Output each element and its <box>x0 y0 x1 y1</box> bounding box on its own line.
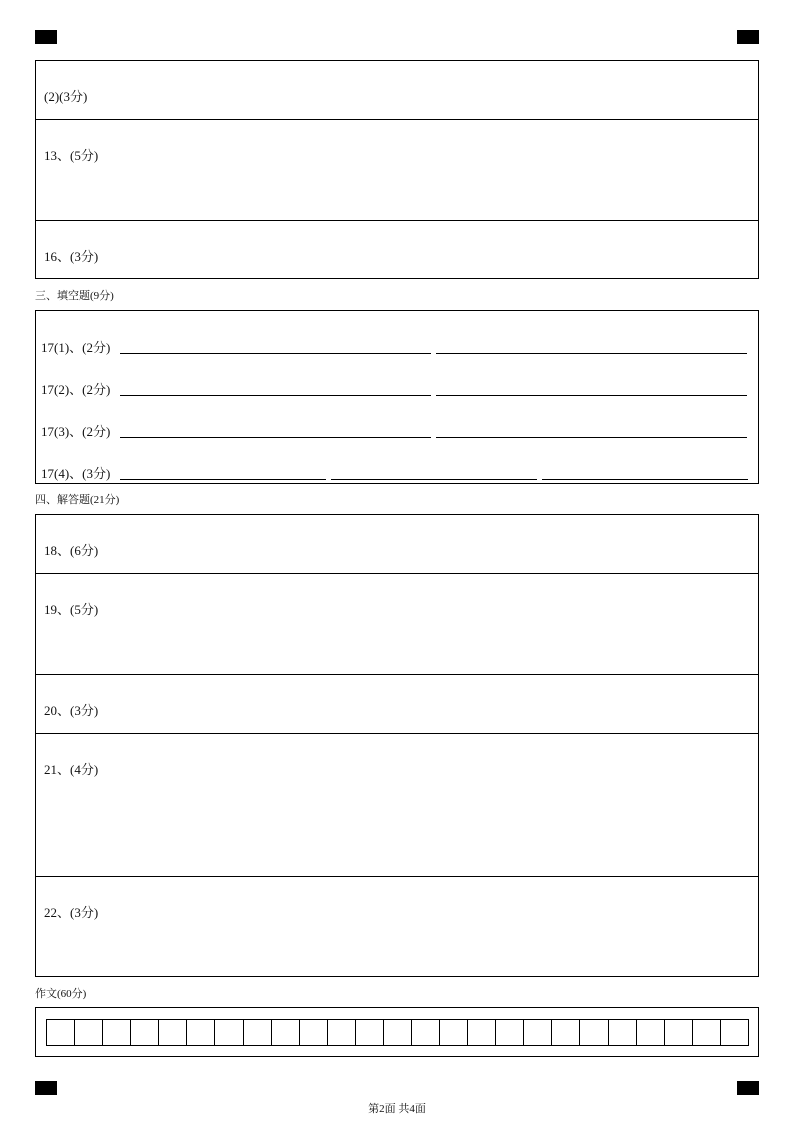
essay-block <box>35 1007 759 1057</box>
question-label: 21、(4分) <box>44 762 99 777</box>
essay-grid-cell[interactable] <box>328 1020 356 1045</box>
answer-line[interactable] <box>436 437 747 438</box>
corner-mark-top-left <box>35 30 57 44</box>
answer-line[interactable] <box>436 353 747 354</box>
answer-line[interactable] <box>120 395 431 396</box>
essay-grid-cell[interactable] <box>665 1020 693 1045</box>
corner-mark-bottom-right <box>737 1081 759 1095</box>
answer-line[interactable] <box>120 479 326 480</box>
question-label: 17(1)、(2分) <box>41 340 111 355</box>
fill-row-17-2 <box>36 377 758 397</box>
section-title-answer: 四、解答题(21分) <box>35 494 120 506</box>
question-label: 18、(6分) <box>44 543 99 558</box>
page-number: 第2面 共4面 <box>368 1103 426 1115</box>
answer-area-18[interactable] <box>36 515 758 573</box>
essay-grid-cell[interactable] <box>356 1020 384 1045</box>
essay-grid-cell[interactable] <box>609 1020 637 1045</box>
question-label: 22、(3分) <box>44 905 99 920</box>
essay-grid-cell[interactable] <box>440 1020 468 1045</box>
fill-in-block <box>35 310 759 484</box>
question-label: (2)(3分) <box>44 89 88 104</box>
fill-row-17-3 <box>36 419 758 439</box>
question-label: 17(4)、(3分) <box>41 466 111 481</box>
corner-mark-bottom-left <box>35 1081 57 1095</box>
essay-grid-cell[interactable] <box>215 1020 243 1045</box>
essay-grid-cell[interactable] <box>272 1020 300 1045</box>
corner-mark-top-right <box>737 30 759 44</box>
essay-grid-cell[interactable] <box>580 1020 608 1045</box>
essay-grid-cell[interactable] <box>637 1020 665 1045</box>
answer-area-12-2[interactable] <box>36 61 758 119</box>
answer-line[interactable] <box>542 479 748 480</box>
section-title-fill-in: 三、填空题(9分) <box>35 290 114 302</box>
question-label: 16、(3分) <box>44 249 99 264</box>
question-label: 20、(3分) <box>44 703 99 718</box>
answer-area-20[interactable] <box>36 674 758 733</box>
section-title-essay: 作文(60分) <box>35 988 87 1000</box>
essay-grid-cell[interactable] <box>75 1020 103 1045</box>
essay-grid-cell[interactable] <box>159 1020 187 1045</box>
question-label: 17(3)、(2分) <box>41 424 111 439</box>
answer-line[interactable] <box>436 395 747 396</box>
answer-block-1 <box>35 60 759 279</box>
answer-area-16[interactable] <box>36 220 758 278</box>
essay-grid-cell[interactable] <box>103 1020 131 1045</box>
fill-row-17-1 <box>36 335 758 355</box>
answer-area-13[interactable] <box>36 119 758 220</box>
essay-grid-cell[interactable] <box>524 1020 552 1045</box>
answer-area-21[interactable] <box>36 733 758 876</box>
essay-grid-cell[interactable] <box>244 1020 272 1045</box>
essay-grid <box>46 1019 749 1046</box>
answer-line[interactable] <box>331 479 537 480</box>
question-label: 17(2)、(2分) <box>41 382 111 397</box>
essay-grid-cell[interactable] <box>468 1020 496 1045</box>
essay-grid-cell[interactable] <box>693 1020 721 1045</box>
essay-grid-cell[interactable] <box>552 1020 580 1045</box>
answer-area-22[interactable] <box>36 876 758 976</box>
fill-row-17-4 <box>36 461 758 481</box>
essay-grid-cell[interactable] <box>300 1020 328 1045</box>
essay-grid-cell[interactable] <box>384 1020 412 1045</box>
essay-grid-cell[interactable] <box>721 1020 748 1045</box>
answer-area-19[interactable] <box>36 573 758 674</box>
essay-grid-cell[interactable] <box>412 1020 440 1045</box>
essay-grid-cell[interactable] <box>47 1020 75 1045</box>
essay-grid-cell[interactable] <box>496 1020 524 1045</box>
answer-line[interactable] <box>120 353 431 354</box>
answer-line[interactable] <box>120 437 431 438</box>
question-label: 13、(5分) <box>44 148 99 163</box>
essay-grid-cell[interactable] <box>187 1020 215 1045</box>
answer-block-2 <box>35 514 759 977</box>
question-label: 19、(5分) <box>44 602 99 617</box>
essay-grid-cell[interactable] <box>131 1020 159 1045</box>
